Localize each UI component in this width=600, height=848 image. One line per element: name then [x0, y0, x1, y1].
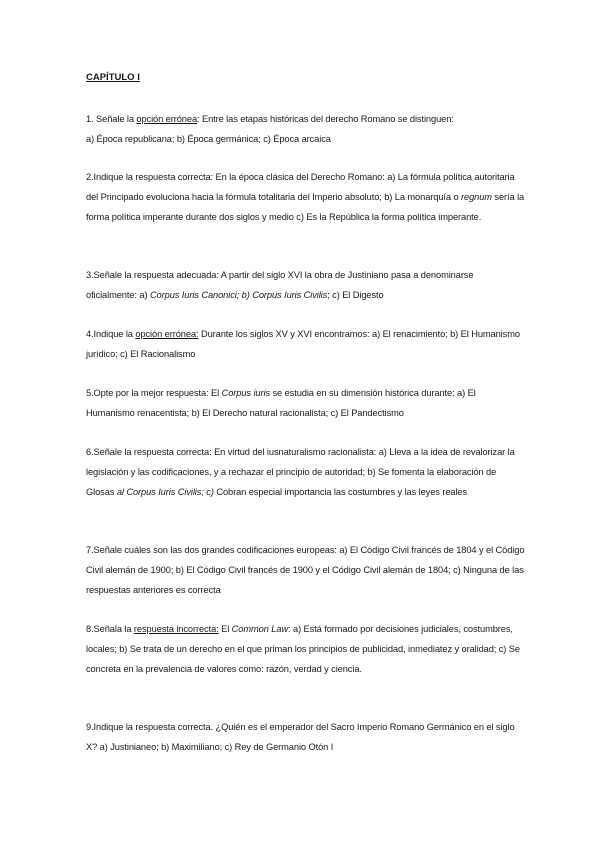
chapter-title: CAPÍTULO I [86, 72, 140, 83]
question-5-text-c: se estudia en su dimensión histórica durante: a) El Humanismo renacentista; b) El Derecho natural racionalista; c) El Pandectismo [86, 388, 476, 418]
question-2-emphasis: regnum [461, 192, 492, 202]
question-8-text-c: El [218, 624, 232, 634]
question-5-text-a: 5.Opte por la mejor respuesta: El [86, 388, 222, 398]
question-8-emphasis: respuesta incorrecta: [133, 624, 219, 634]
question-6-emphasis: al Corpus Iuris Civilis; c) [116, 487, 214, 497]
question-3-text-a: 3.Señale la respuesta adecuada: A partir del siglo XVI la obra de Justiniano pasa a denominarse oficialmente: a) [86, 270, 474, 300]
question-3-text-c: ; c) El Digesto [327, 290, 384, 300]
question-1-text-a: 1. Señale la [86, 114, 137, 124]
question-8 [86, 619, 526, 679]
question-4 [86, 324, 526, 364]
question-3-emphasis: Corpus Iuris Canonici; b) Corpus Iuris Civilis [149, 290, 328, 300]
question-2 [86, 167, 526, 227]
question-5 [86, 383, 526, 423]
question-6-text-a: 6.Señale la respuesta correcta: En virtud del iusnaturalismo racionalista: a) Lleva a la idea de revalorizar la legislación y las codificaciones, y a rechazar el principio de autoridad; b) Se fomenta la elaboración de Glosas [86, 447, 515, 497]
question-8-text-e: : a) Está formado por decisiones judiciales, costumbres, locales; b) Se trata de un derecho en el que priman los principios de publicidad, inmediatez y oralidad; c) Se concreta en la prevalencia de valores como: razón, verdad y ciencia. [86, 624, 520, 674]
question-1 [86, 109, 526, 149]
question-2-text-c: sería la forma política imperante durante dos siglos y medio c) Es la República la forma política imperante. [86, 192, 525, 222]
question-4-emphasis: opción errónea: [135, 329, 199, 339]
question-8-text-a: 8.Señala la [86, 624, 134, 634]
question-2-text-a: 2.Indique la respuesta correcta: En la época clásica del Derecho Romano: a) La fórmula política autoritaria del Principado evoluciona hacia la fórmula totalitaria del Imperio absoluto; b) La monarquía o [86, 172, 515, 202]
question-5-emphasis: Corpus iuris [221, 388, 271, 398]
question-8-term: Common Law [231, 624, 289, 634]
question-9-text: 9.Indique la respuesta correcta. ¿Quién es el emperador del Sacro Imperio Romano Germánico en el siglo X? a) Justinianeo; b) Maximiliano; c) Rey de Germanio Otón I [86, 722, 515, 752]
question-4-text-c: Durante los siglos XV y XVI encontramos: a) El renacimiento; b) El Humanismo jurídico; c) El Racionalismo [86, 329, 520, 359]
question-6-text-c: Cobran especial importancia las costumbres y las leyes reales [213, 487, 468, 497]
question-1-text-c: : Entre las etapas históricas del derecho Romano se distinguen: [197, 114, 454, 124]
question-7 [86, 540, 526, 600]
question-1-options: a) Época republicana; b) Época germánica; c) Época arcaica [86, 134, 331, 144]
question-6 [86, 442, 526, 502]
question-3 [86, 265, 526, 305]
question-9 [86, 717, 526, 757]
question-4-text-a: 4.Indique la [86, 329, 136, 339]
question-7-text: 7.Señale cuáles son las dos grandes codificaciones europeas: a) El Código Civil francés de 1804 y el Código Civil alemán de 1900; b) El Código Civil francés de 1900 y el Código Civil alemán de 1804; c) Ninguna de las respuestas anteriores es correcta [86, 545, 525, 595]
question-1-emphasis: opción errónea [136, 114, 198, 124]
